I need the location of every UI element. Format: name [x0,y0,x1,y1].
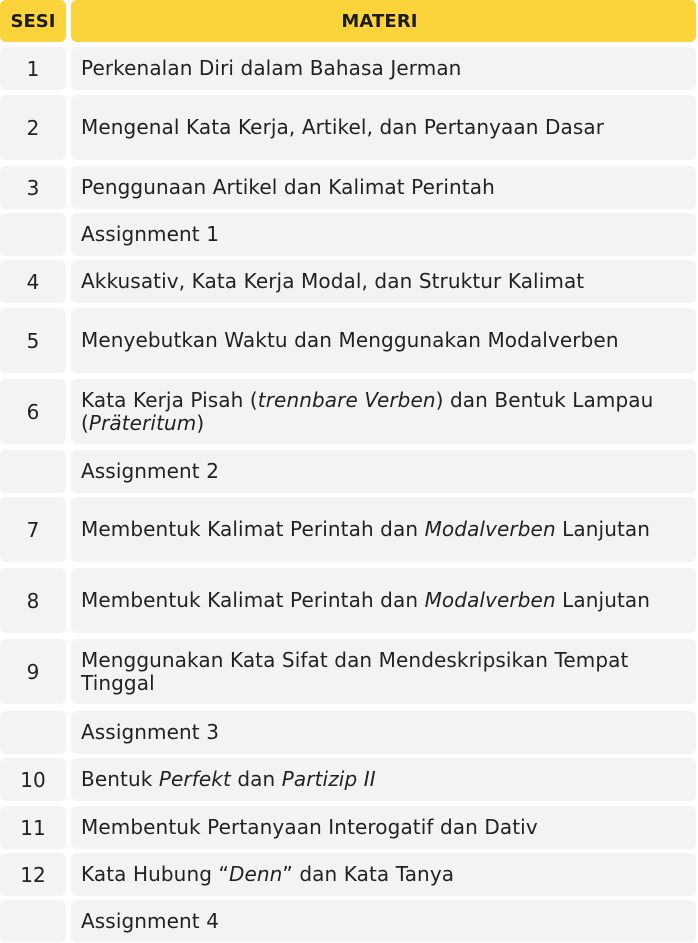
session-number: 10 [0,758,66,801]
session-topic [71,711,696,754]
session-number [0,450,66,493]
session-topic [71,758,696,801]
topic-text: Assignment 2 [81,459,220,483]
session-topic-text [81,863,454,886]
session-number [0,711,66,754]
table-row [0,497,698,562]
topic-italic-term: Modalverben [424,588,556,612]
topic-text: ” dan Kata Tanya [282,862,455,886]
topic-text: Assignment 1 [81,222,220,246]
session-topic-text [81,518,650,541]
topic-text: Bentuk [81,767,159,791]
topic-italic-term: Modalverben [424,517,556,541]
session-topic [71,639,696,704]
session-number: 11 [0,806,66,849]
session-topic-text [81,116,604,139]
table-row [0,450,698,493]
session-topic [71,450,696,493]
session-topic [71,308,696,373]
session-topic-text [81,176,495,199]
session-topic [71,900,696,942]
topic-text: Kata Kerja Pisah ( [81,387,258,412]
session-number: 3 [0,166,66,209]
session-topic [71,213,696,256]
topic-text: Menggunakan Kata Sifat dan Mendeskripsikan Tempat Tinggal [81,647,629,695]
topic-text: dan [230,767,282,791]
topic-text: Menyebutkan Waktu dan Menggunakan Modalverben [81,328,619,352]
table-row [0,213,698,256]
session-number: 2 [0,95,66,160]
session-number: 12 [0,853,66,896]
session-topic [71,166,696,209]
session-topic [71,497,696,562]
table-row [0,568,698,633]
table-row [0,47,698,90]
session-number: 8 [0,568,66,633]
table-row [0,260,698,303]
session-topic [71,379,696,444]
session-topic-text [81,721,219,744]
session-topic-text [81,910,219,933]
session-topic-text [81,57,461,80]
table-row [0,379,698,444]
table-row [0,758,698,801]
table-row [0,166,698,209]
session-number [0,900,66,942]
topic-text: Perkenalan Diri dalam Bahasa Jerman [81,56,462,80]
table-row [0,900,698,942]
session-topic-text [81,389,688,435]
table-row [0,95,698,160]
topic-text: Mengenal Kata Kerja, Artikel, dan Pertanyaan Dasar [81,115,605,139]
session-topic [71,95,696,160]
topic-text: ) [196,410,205,435]
topic-text: ) dan Bentuk Lampau ( [81,387,654,435]
session-topic [71,853,696,896]
topic-text: Assignment 3 [81,720,220,744]
topic-text: Penggunaan Artikel dan Kalimat Perintah [81,175,495,199]
topic-text: Membentuk Kalimat Perintah dan [81,588,425,612]
table-header [0,0,698,42]
table-row [0,853,698,896]
topic-italic-term: Denn [228,862,283,886]
session-topic-text [81,223,219,246]
session-topic-text [81,649,688,695]
session-topic [71,806,696,849]
header-sesi: SESI [0,0,66,42]
session-number: 1 [0,47,66,90]
table-row [0,806,698,849]
session-topic [71,568,696,633]
session-topic-text [81,270,584,293]
session-topic-text [81,460,219,483]
session-topic [71,47,696,90]
topic-text: Akkusativ, Kata Kerja Modal, dan Struktur Kalimat [81,269,585,293]
topic-text: Lanjutan [555,517,651,541]
topic-italic-term: Präteritum [88,410,197,435]
session-number: 4 [0,260,66,303]
session-number: 6 [0,379,66,444]
session-topic-text [81,589,650,612]
topic-italic-term: trennbare Verben [257,387,436,412]
header-materi: MATERI [71,0,696,42]
session-topic-text [81,329,619,352]
topic-text: Membentuk Pertanyaan Interogatif dan Dativ [81,815,538,839]
session-number: 7 [0,497,66,562]
session-topic-text [81,816,538,839]
topic-italic-term: Perfekt [158,767,231,791]
session-topic-text [81,768,376,791]
topic-text: Kata Hubung “ [81,862,229,886]
session-number [0,213,66,256]
table-row [0,639,698,704]
session-number: 5 [0,308,66,373]
table-row [0,308,698,373]
topic-italic-term: Partizip II [281,767,376,791]
topic-text: Membentuk Kalimat Perintah dan [81,517,425,541]
session-number: 9 [0,639,66,704]
session-topic [71,260,696,303]
table-row [0,711,698,754]
topic-text: Assignment 4 [81,908,220,933]
topic-text: Lanjutan [555,588,651,612]
